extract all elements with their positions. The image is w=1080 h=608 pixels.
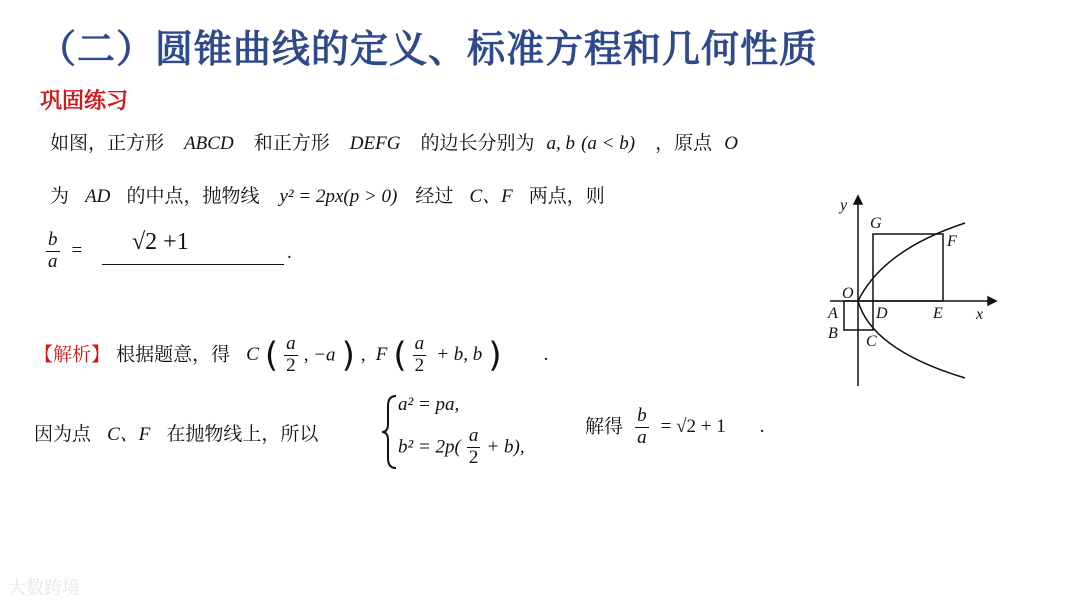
numerator: a bbox=[414, 333, 425, 354]
y-axis-arrow bbox=[854, 196, 862, 204]
fraction-a-over-2 bbox=[284, 334, 298, 377]
period: . bbox=[759, 416, 765, 438]
section-label: 巩固练习 bbox=[40, 89, 129, 114]
text: 如图，正方形 bbox=[50, 132, 165, 154]
text: 的边长分别为 bbox=[420, 132, 535, 154]
denominator: a bbox=[637, 426, 647, 448]
denominator: a bbox=[48, 250, 58, 272]
label-e: E bbox=[933, 305, 943, 322]
equation-2-end: + b), bbox=[486, 436, 525, 458]
fraction-b-over-a bbox=[46, 230, 60, 273]
text: 解得 bbox=[585, 415, 624, 438]
problem-line-1 bbox=[50, 128, 738, 155]
problem-answer-line bbox=[46, 230, 82, 273]
numerator: b bbox=[48, 229, 58, 250]
label-g: G bbox=[870, 215, 882, 232]
comma: , bbox=[360, 344, 366, 366]
x-axis-arrow bbox=[988, 297, 996, 305]
solution-line-1 bbox=[34, 334, 548, 377]
text: 和正方形 bbox=[253, 132, 330, 154]
label-b: B bbox=[828, 325, 838, 342]
point-f-label: F bbox=[375, 344, 388, 366]
denominator: 2 bbox=[414, 354, 425, 376]
result-value: = √2 + 1 bbox=[660, 416, 726, 438]
equation-2-start: b² = 2p( bbox=[398, 436, 461, 458]
square-defg: DEFG bbox=[349, 133, 401, 154]
label-a: A bbox=[828, 305, 838, 322]
page-title: （二）圆锥曲线的定义、标准方程和几何性质 bbox=[38, 27, 819, 71]
watermark: 大数跨境 bbox=[8, 578, 80, 599]
fraction-a-over-2 bbox=[413, 334, 427, 377]
label-x: x bbox=[976, 306, 984, 323]
parabola-equation: y² = 2px(p > 0) bbox=[279, 186, 398, 207]
paren-open: ( bbox=[264, 335, 279, 376]
text: ，原点 bbox=[655, 132, 713, 154]
answer-blank bbox=[102, 264, 284, 265]
text: 因为点 bbox=[34, 423, 92, 445]
fraction-b-over-a bbox=[635, 406, 649, 449]
equation-2 bbox=[398, 426, 525, 469]
condition: (a < b) bbox=[581, 133, 636, 154]
paren-open: ( bbox=[393, 335, 407, 376]
point-c-label: C bbox=[246, 344, 259, 366]
points-cf: C、F bbox=[107, 424, 151, 445]
equation-1: a² = pa, bbox=[398, 394, 460, 415]
denominator: 2 bbox=[286, 354, 296, 376]
equation-system bbox=[380, 392, 580, 472]
numerator: a bbox=[286, 333, 296, 354]
parabola-figure bbox=[820, 190, 1000, 390]
numerator: a bbox=[468, 425, 479, 446]
solution-line-2 bbox=[34, 419, 318, 446]
problem-line-2 bbox=[50, 181, 605, 208]
square-abcd: ABCD bbox=[184, 133, 234, 154]
answer-value: √2 +1 bbox=[132, 229, 189, 255]
denominator: 2 bbox=[468, 446, 479, 468]
label-f: F bbox=[947, 233, 957, 250]
equals-sign: = bbox=[71, 240, 83, 262]
numerator: b bbox=[637, 405, 647, 426]
label-c: C bbox=[866, 333, 877, 350]
analysis-tag: 【解析】 bbox=[34, 343, 111, 366]
text: 根据题意，得 bbox=[116, 343, 231, 366]
left-brace bbox=[380, 392, 400, 472]
points-cf: C、F bbox=[469, 186, 513, 207]
text: 在抛物线上，所以 bbox=[166, 423, 319, 445]
answer-period: . bbox=[287, 242, 292, 263]
text: 经过 bbox=[415, 185, 454, 207]
side-lengths: a, b bbox=[546, 133, 576, 154]
text: 为 bbox=[50, 185, 70, 207]
label-y: y bbox=[840, 197, 848, 214]
period: . bbox=[543, 344, 549, 366]
c-coordinates: , −a bbox=[303, 344, 336, 366]
label-o: O bbox=[842, 285, 854, 302]
paren-close: ) bbox=[488, 335, 502, 376]
paren-close: ) bbox=[341, 335, 355, 376]
origin-label: O bbox=[724, 133, 738, 154]
solution-result bbox=[585, 406, 765, 449]
fraction-a-over-2 bbox=[467, 426, 481, 469]
text: 两点，则 bbox=[528, 185, 605, 207]
label-d: D bbox=[876, 305, 888, 322]
segment-ad: AD bbox=[85, 186, 111, 207]
text: 的中点，抛物线 bbox=[126, 185, 260, 207]
f-coordinates: + b, b bbox=[436, 344, 483, 366]
